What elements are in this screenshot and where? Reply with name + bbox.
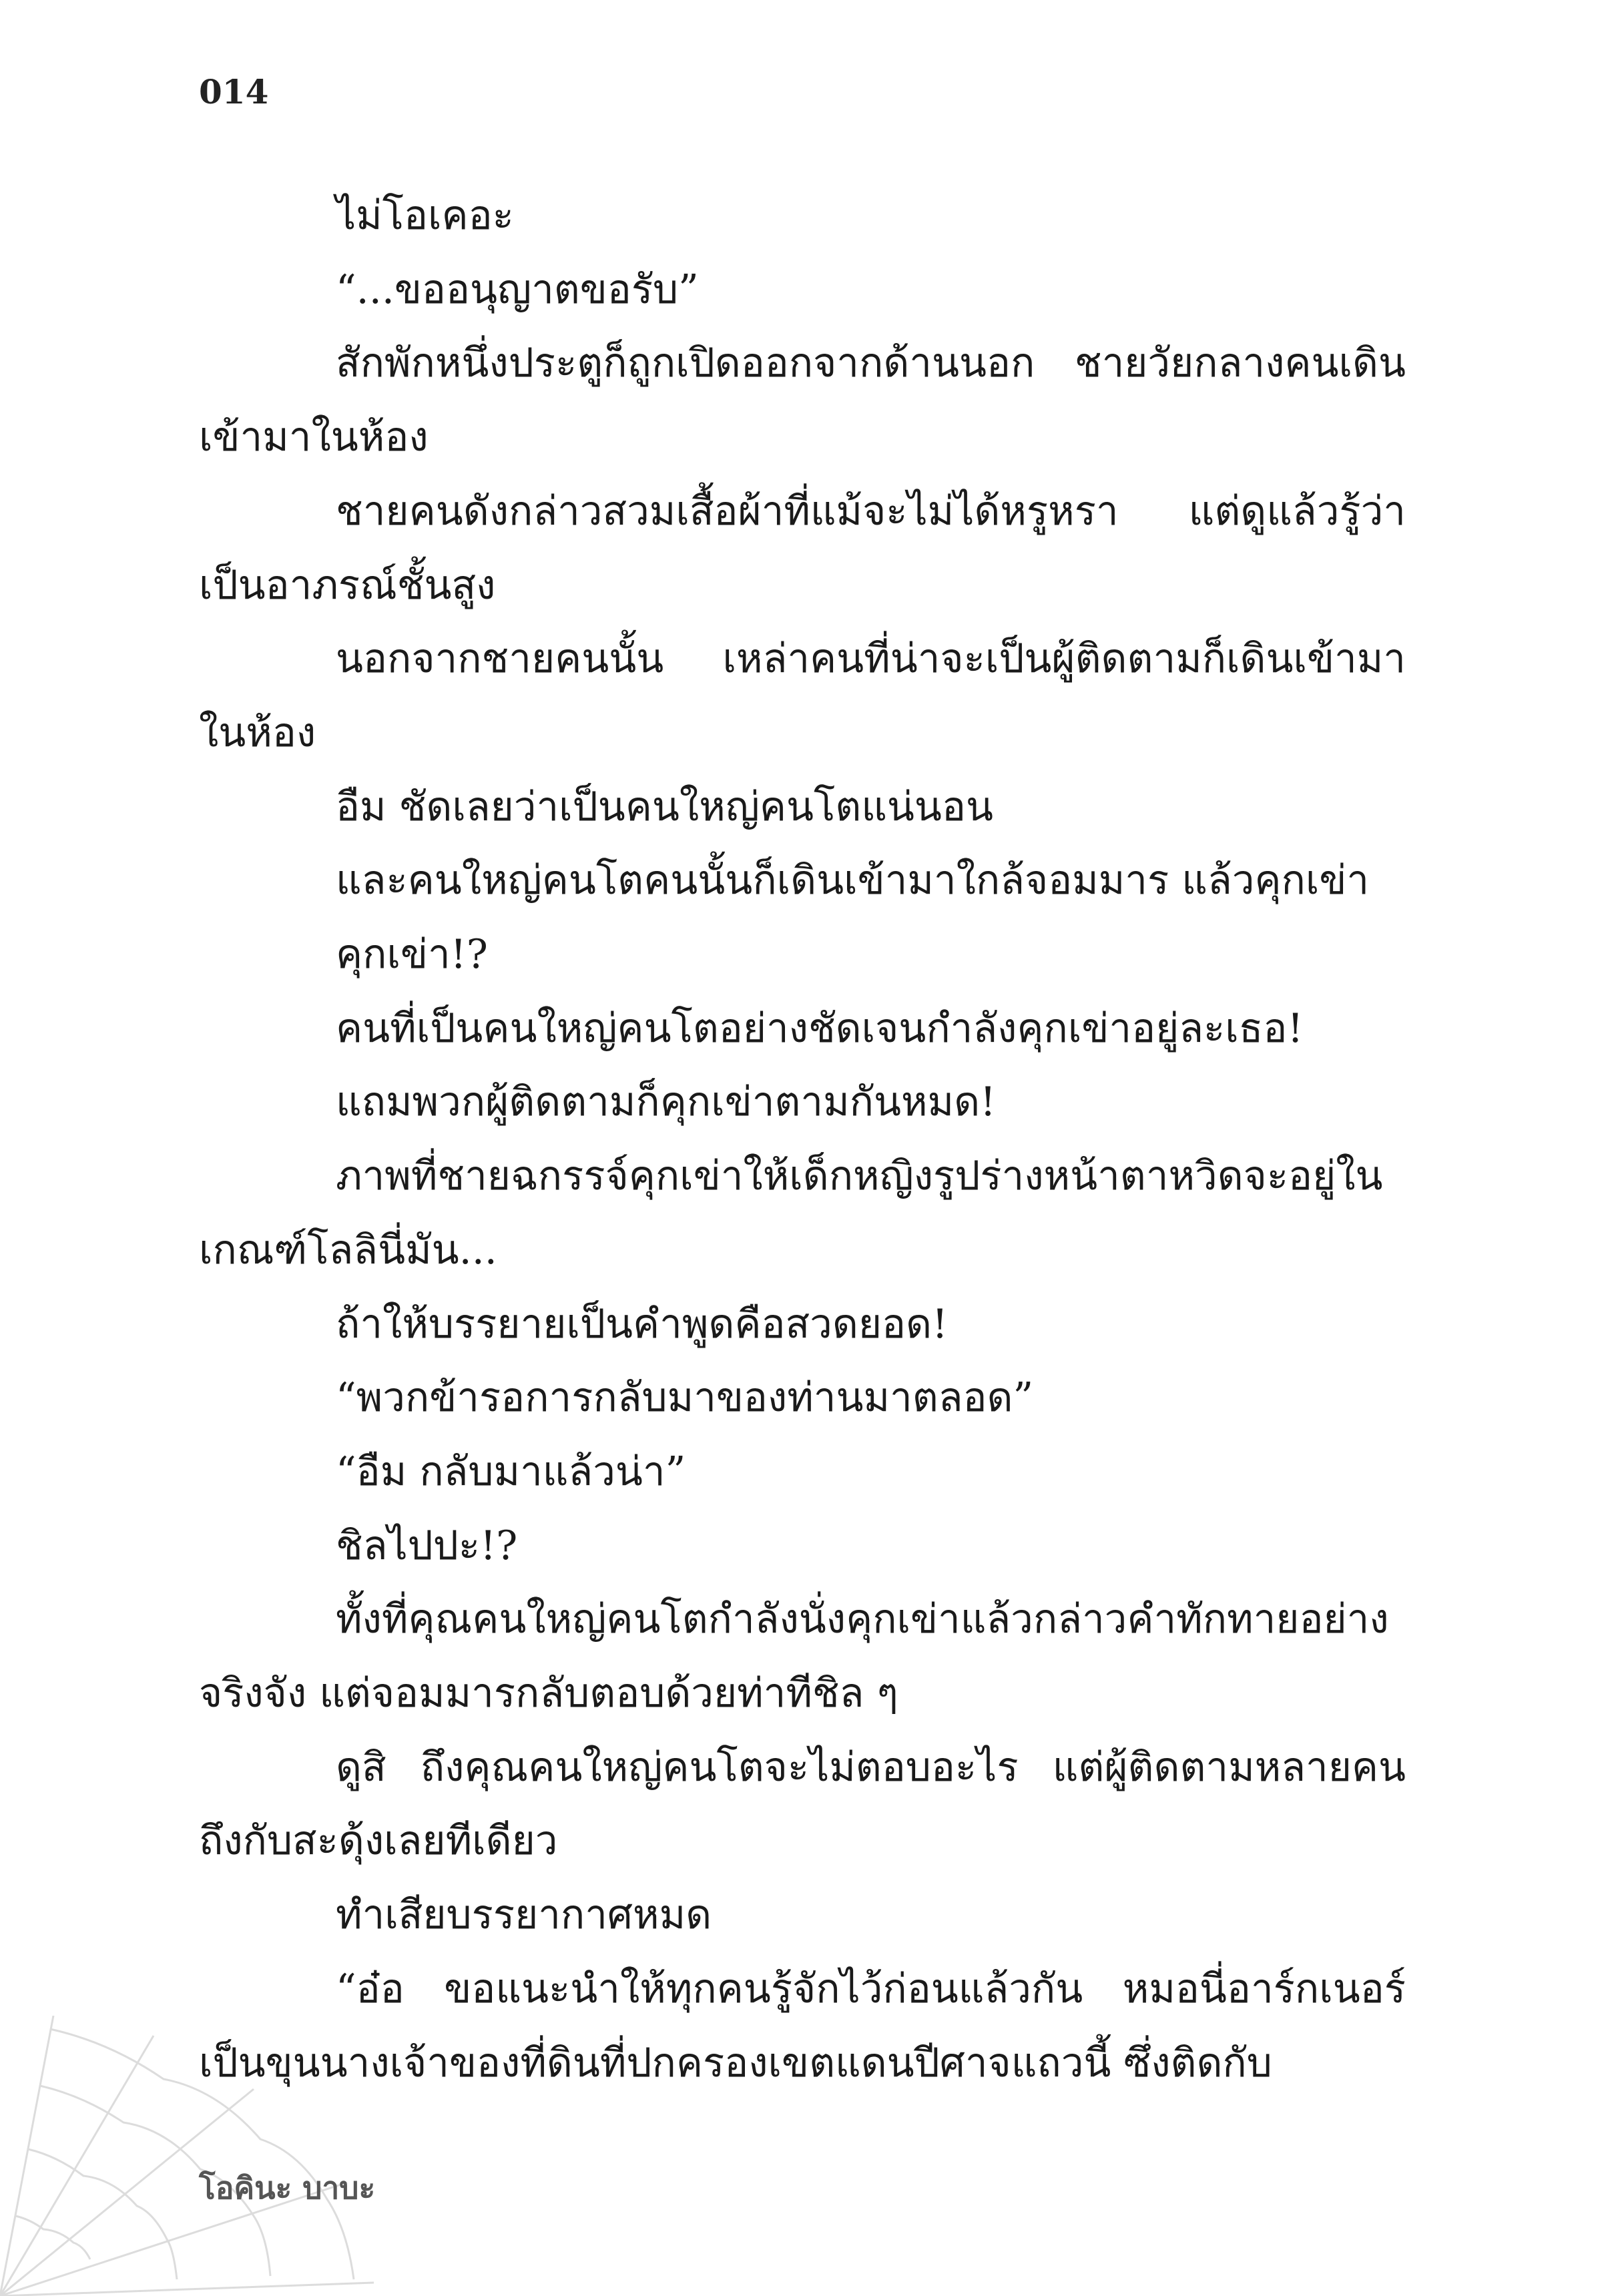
paragraph: ชิลไปปะ!? — [336, 1522, 518, 1569]
paragraph: ถ้าให้บรรยายเป็นคำพูดคือสวดยอด! — [336, 1300, 949, 1348]
paragraph: “พวกข้ารอการกลับมาของท่านมาตลอด” — [336, 1374, 1034, 1422]
paragraph: “...ขออนุญาตขอรับ” — [336, 266, 699, 313]
paragraph: คุกเข่า!? — [336, 931, 488, 978]
paragraph: นอกจากชายคนนั้น เหล่าคนที่น่าจะเป็นผู้ติดตามก็เดินเข้ามาในห้อง — [199, 635, 1406, 756]
paragraph: “อ๋อ ขอแนะนำให้ทุกคนรู้จักไว้ก่อนแล้วกัน หมอนี่อาร์กเนอร์เป็นขุนนางเจ้าของที่ดินที่ปกครองเขตแดนปีศาจแถวนี้ ซึ่งติดกับ — [199, 1965, 1406, 2086]
paragraph: ทั้งที่คุณคนใหญ่คนโตกำลังนั่งคุกเข่าแล้วกล่าวคำทักทายอย่างจริงจัง แต่จอมมารกลับตอบด้วยท่าทีชิล ๆ — [199, 1596, 1389, 1717]
paragraph: และคนใหญ่คนโตคนนั้นก็เดินเข้ามาใกล้จอมมาร แล้วคุกเข่า — [336, 857, 1370, 904]
page-number: 014 — [199, 72, 269, 111]
paragraph: อืม ชัดเลยว่าเป็นคนใหญ่คนโตแน่นอน — [336, 783, 993, 830]
paragraph: ทำเสียบรรยากาศหมด — [336, 1892, 712, 1939]
text-body — [199, 179, 1406, 2100]
paragraph: “อืม กลับมาแล้วน่า” — [336, 1448, 686, 1495]
spider-web-icon — [0, 2016, 374, 2296]
paragraph: แถมพวกผู้ติดตามก็คุกเข่าตามกันหมด! — [336, 1079, 997, 1126]
paragraph: ดูสิ ถึงคุณคนใหญ่คนโตจะไม่ตอบอะไร แต่ผู้ติดตามหลายคนถึงกับสะดุ้งเลยทีเดียว — [199, 1743, 1406, 1865]
paragraph: ชายคนดังกล่าวสวมเสื้อผ้าที่แม้จะไม่ได้หรูหรา แต่ดูแล้วรู้ว่าเป็นอาภรณ์ชั้นสูง — [199, 487, 1406, 609]
paragraph: สักพักหนึ่งประตูก็ถูกเปิดออกจากด้านนอก ชายวัยกลางคนเดินเข้ามาในห้อง — [199, 340, 1406, 461]
paragraph: ภาพที่ชายฉกรรจ์คุกเข่าให้เด็กหญิงรูปร่างหน้าตาหวิดจะอยู่ในเกณฑ์โลลินี่มัน... — [199, 1153, 1383, 1273]
footer-book-title: โอคินะ บาบะ — [199, 2170, 376, 2206]
paragraph: ไม่โอเคอะ — [336, 192, 514, 239]
paragraph: คนที่เป็นคนใหญ่คนโตอย่างชัดเจนกำลังคุกเข่าอยู่ละเธอ! — [336, 1005, 1304, 1052]
